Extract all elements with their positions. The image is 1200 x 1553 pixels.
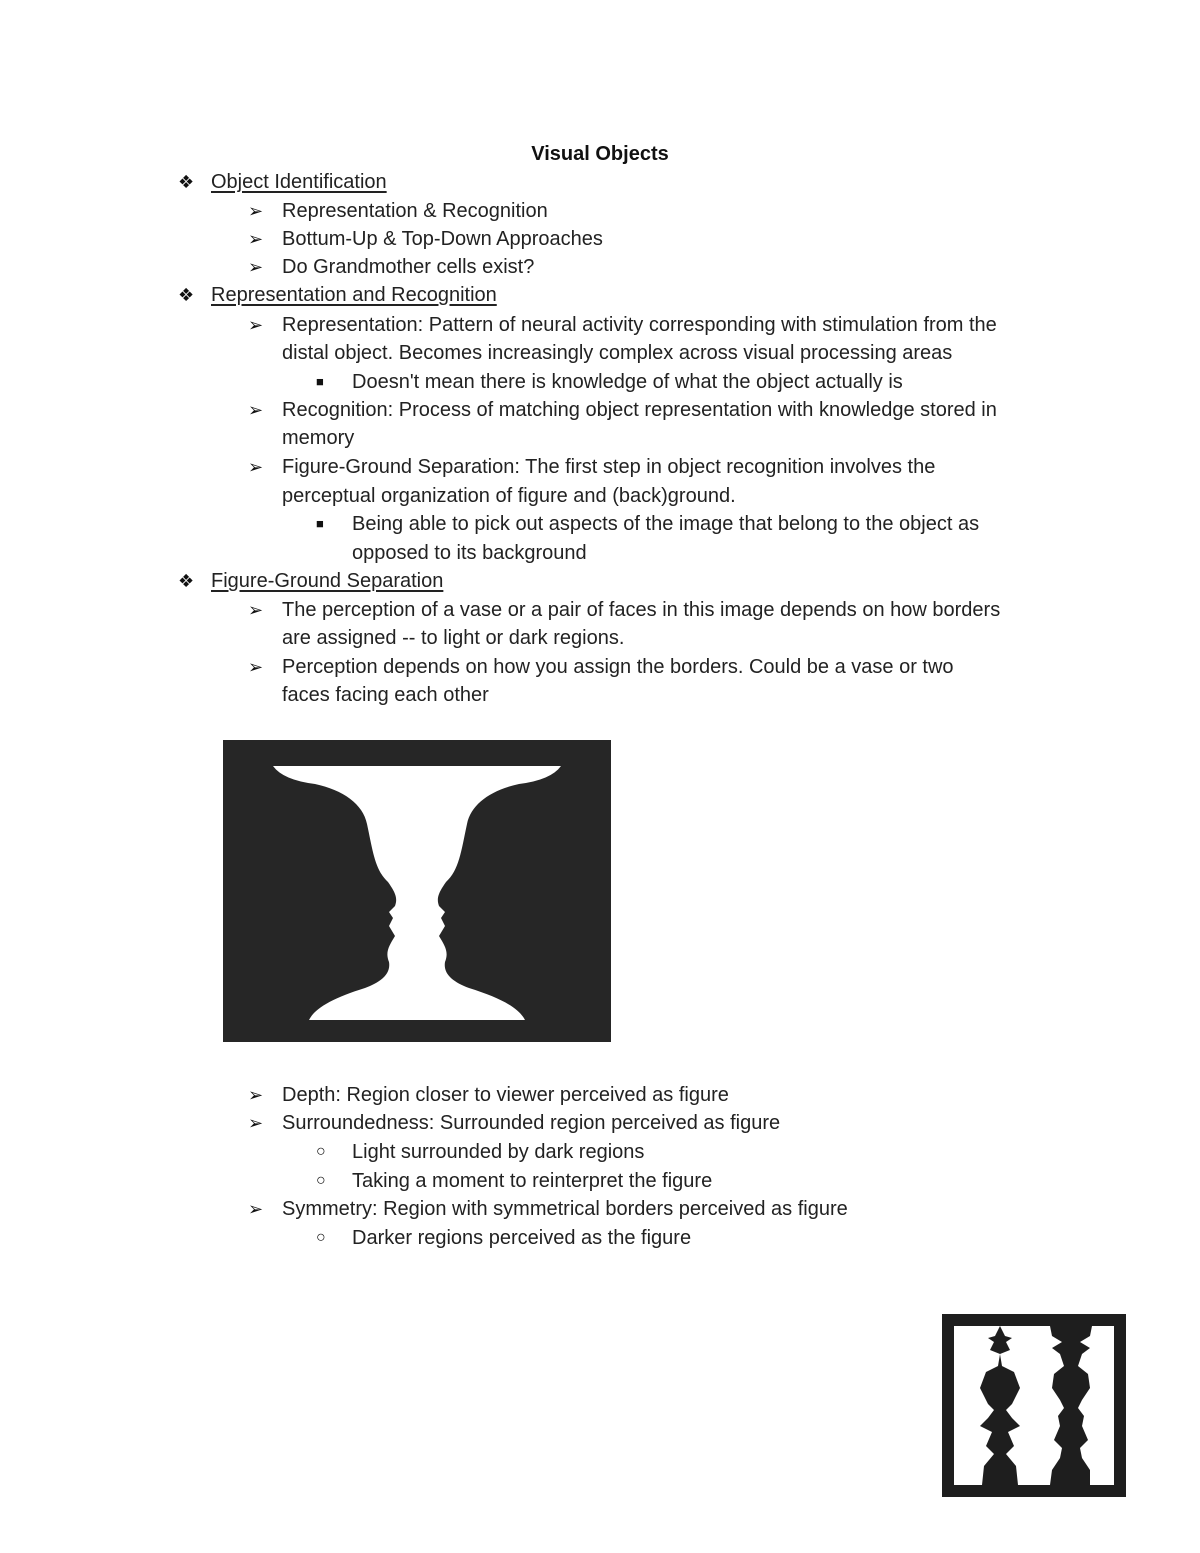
arrow-bullet-icon: ➢	[248, 229, 264, 249]
section-heading-figure-ground: Figure-Ground Separation	[211, 570, 444, 592]
sub-list-item: Doesn't mean there is knowledge of what the object actually is	[352, 371, 903, 393]
arrow-bullet-icon: ➢	[248, 400, 264, 420]
arrow-bullet-icon: ➢	[248, 457, 264, 477]
list-item: Representation & Recognition	[282, 200, 548, 222]
list-item-line: Perception depends on how you assign the borders. Could be a vase or two	[282, 656, 954, 678]
circle-bullet-icon: ○	[316, 1172, 326, 1189]
diamond-bullet-icon: ❖	[178, 285, 195, 305]
arrow-bullet-icon: ➢	[248, 1113, 264, 1133]
arrow-bullet-icon: ➢	[248, 1085, 264, 1105]
sub-list-item: Light surrounded by dark regions	[352, 1141, 645, 1163]
arrow-bullet-icon: ➢	[248, 600, 264, 620]
sub-list-item-line: opposed to its background	[352, 542, 587, 564]
list-item: Depth: Region closer to viewer perceived as figure	[282, 1084, 729, 1106]
list-item: Do Grandmother cells exist?	[282, 256, 535, 278]
page-title: Visual Objects	[531, 143, 669, 165]
diamond-bullet-icon: ❖	[178, 571, 195, 591]
arrow-bullet-icon: ➢	[248, 657, 264, 677]
list-item-line: Recognition: Process of matching object representation with knowledge stored in	[282, 399, 997, 421]
symmetry-figure-image	[942, 1314, 1126, 1497]
list-item: Symmetry: Region with symmetrical borders perceived as figure	[282, 1198, 848, 1220]
list-item-line: memory	[282, 427, 355, 449]
list-item-line: distal object. Becomes increasingly complex across visual processing areas	[282, 342, 953, 364]
list-item-line: Representation: Pattern of neural activity corresponding with stimulation from the	[282, 314, 997, 336]
sub-list-item-line: Being able to pick out aspects of the image that belong to the object as	[352, 513, 980, 535]
circle-bullet-icon: ○	[316, 1143, 326, 1160]
arrow-bullet-icon: ➢	[248, 315, 264, 335]
list-item: Surroundedness: Surrounded region perceived as figure	[282, 1112, 781, 1134]
list-item: Bottum-Up & Top-Down Approaches	[282, 228, 603, 250]
list-item-line: Figure-Ground Separation: The first step in object recognition involves the	[282, 456, 936, 478]
sub-list-item: Darker regions perceived as the figure	[352, 1227, 692, 1249]
section-heading-representation-recognition: Representation and Recognition	[211, 284, 497, 306]
arrow-bullet-icon: ➢	[248, 201, 264, 221]
arrow-bullet-icon: ➢	[248, 1199, 264, 1219]
diamond-bullet-icon: ❖	[178, 172, 195, 192]
section-heading-object-identification: Object Identification	[211, 171, 387, 193]
list-item-line: faces facing each other	[282, 684, 489, 706]
square-bullet-icon: ■	[316, 374, 324, 389]
sub-list-item: Taking a moment to reinterpret the figure	[352, 1170, 713, 1192]
square-bullet-icon: ■	[316, 516, 324, 531]
list-item-line: are assigned -- to light or dark regions.	[282, 627, 625, 649]
list-item-line: perceptual organization of figure and (back)ground.	[282, 485, 736, 507]
circle-bullet-icon: ○	[316, 1229, 326, 1246]
list-item-line: The perception of a vase or a pair of faces in this image depends on how borders	[282, 599, 1001, 621]
rubin-vase-image	[223, 740, 611, 1042]
arrow-bullet-icon: ➢	[248, 257, 264, 277]
